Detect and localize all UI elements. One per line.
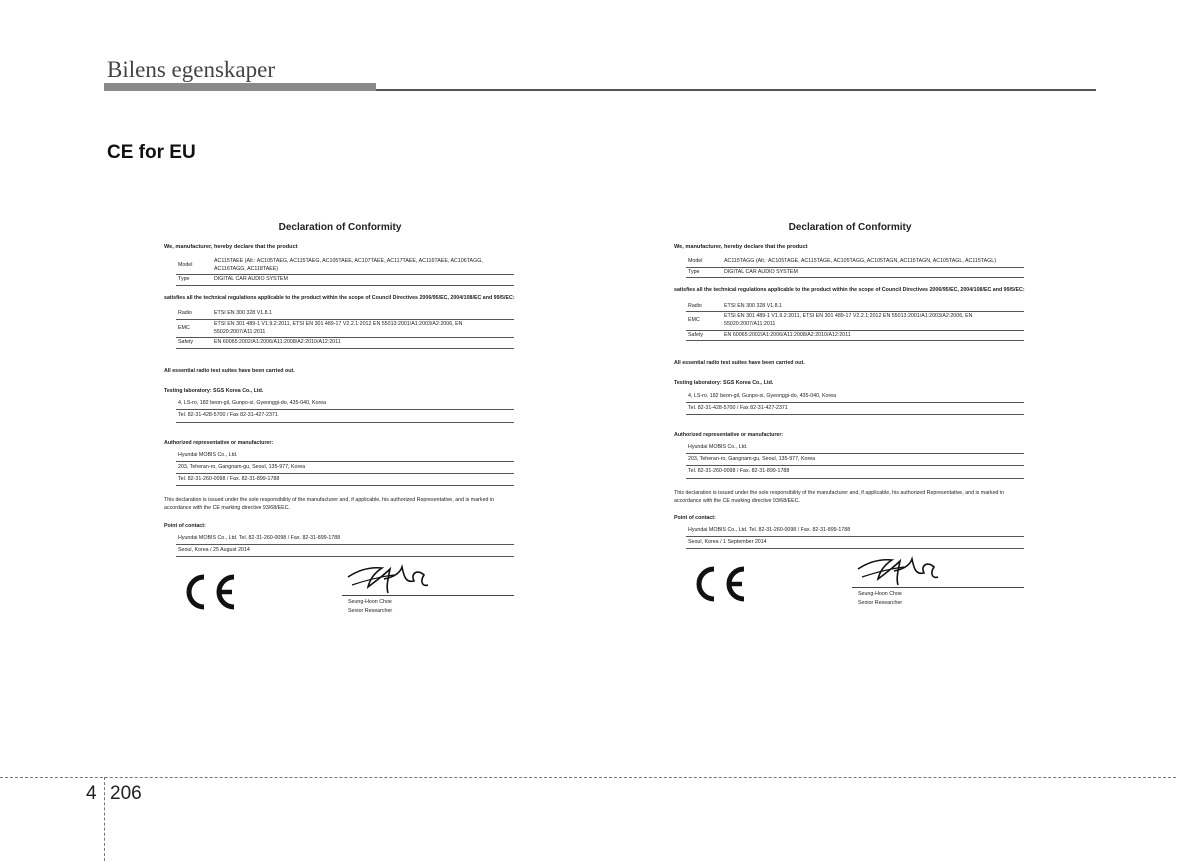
doc-responsibility: This declaration is issued under the sole responsibility of the manufacturer and, if applicable, his authorized Representative, and is marked in accordance with the CE marking directive 93/68/EEC.: [674, 489, 1005, 504]
table-key: EMC: [178, 324, 190, 331]
lab-lines: [686, 391, 1024, 415]
list-item: 4, LS-ro, 182 beon-gil, Gunpo-si, Gyeonggi-do, 435-040, Korea: [686, 391, 1024, 403]
table-row: [176, 338, 514, 349]
product-table: [176, 257, 514, 286]
list-item: 203, Teheran-ro, Gangnam-gu, Seoul, 135-977, Korea: [176, 462, 514, 474]
table-value: ETSI EN 300 328 V1.8.1: [214, 310, 273, 317]
ce-mark-icon: [176, 571, 240, 613]
table-row: [176, 319, 514, 337]
doc-tests: All essential radio test suites have been carried out.: [674, 360, 805, 367]
table-key: EMC: [688, 317, 700, 324]
doc-intro: We, manufacturer, hereby declare that the product: [674, 244, 808, 250]
table-key: Safety: [178, 339, 194, 346]
table-key: Radio: [688, 302, 702, 309]
doc-satisfies: satisfies all the technical regulations applicable to the product within the scope of Council Directives 2006/95/EC, 2004/108/EC and 99/5/EC:: [164, 295, 515, 302]
rep-lines: [686, 442, 1024, 478]
signature-icon: [344, 559, 434, 597]
signer-title: Senior Researcher: [348, 608, 393, 615]
table-value: EN 60065:2002/A1:2006/A11:2008/A2:2010/A12:2011: [724, 331, 851, 338]
signature-area: [164, 563, 516, 633]
header-title: Bilens egenskaper: [107, 57, 275, 82]
lab-lines: [176, 398, 514, 422]
header-bar-thin: [376, 89, 1096, 91]
standards-table: [176, 309, 514, 349]
header-bar-thick: [104, 83, 376, 91]
list-item: 4, LS-ro, 182 beon-gil, Gunpo-si, Gyeonggi-do, 435-040, Korea: [176, 398, 514, 410]
table-key: Model: [178, 261, 193, 268]
table-value: ETSI EN 301 489-1 V1.9.2:2011, ETSI EN 301 489-17 V2.2.1:2012 EN 55013:2001/A1:2003/A2:2006, EN 55020:2007/A11:2011: [724, 313, 973, 327]
signature-line: [852, 587, 1024, 588]
table-row: [176, 309, 514, 319]
signature-icon: [854, 551, 944, 589]
table-row: [176, 257, 514, 275]
contact-heading: Point of contact:: [674, 514, 716, 521]
signature-line: [342, 595, 514, 596]
ce-mark-icon: [686, 563, 750, 605]
table-value: EN 60065:2002/A1:2006/A11:2008/A2:2010/A12:2011: [214, 339, 341, 346]
list-item: Hyundai MOBIS Co., Ltd. Tel. 82-31-260-0098 / Fax. 82-31-899-1788: [176, 533, 514, 545]
table-value: ETSI EN 301 489-1 V1.9.2:2011, ETSI EN 301 489-17 V2.2.1:2012 EN 55013:2001/A1:2003/A2:2006, EN 55020:2007/A11:2011: [214, 320, 463, 335]
table-key: Safety: [688, 331, 704, 338]
page-number: 206: [110, 783, 142, 804]
list-item: Seoul, Korea / 1 September 2014: [686, 537, 1024, 549]
signer-title: Senior Researcher: [858, 600, 903, 607]
table-row: [176, 275, 514, 286]
table-value: DIGITAL CAR AUDIO SYSTEM: [724, 268, 798, 275]
table-value: AC115TAGG (Alt.: AC105TAGE, AC115TAGE, AC105TAGG, AC105TAGN, AC115TAGN, AC105TAGL, AC115TAGL): [724, 258, 997, 264]
list-item: Tel. 82-31-428-5700 / Fax 82-31-427-2371: [686, 403, 1024, 415]
list-item: Tel. 82-31-260-0098 / Fax. 82-31-899-1788: [176, 474, 514, 486]
table-value: ETSI EN 300 328 V1.8.1: [724, 302, 783, 309]
list-item: Hyundai MOBIS Co., Ltd.: [686, 442, 1024, 454]
list-item: Tel. 82-31-428-5700 / Fax 82-31-427-2371: [176, 410, 514, 422]
footer-vertical-divider: [104, 777, 105, 861]
table-key: Model: [688, 258, 703, 264]
section-title: CE for EU: [107, 142, 196, 163]
doc-satisfies: satisfies all the technical regulations applicable to the product within the scope of Council Directives 2006/95/EC, 2004/108/EC and 99/5/EC:: [674, 287, 1025, 294]
chapter-number: 4: [86, 783, 97, 804]
table-key: Radio: [178, 310, 192, 317]
signer-name: Seung-Hoon Choe: [858, 591, 902, 598]
list-item: Hyundai MOBIS Co., Ltd.: [176, 450, 514, 462]
list-item: Hyundai MOBIS Co., Ltd. Tel. 82-31-260-0098 / Fax. 82-31-899-1788: [686, 525, 1024, 537]
doc-tests: All essential radio test suites have been carried out.: [164, 367, 295, 374]
signature-area: [674, 555, 1026, 625]
table-key: Type: [178, 276, 190, 283]
table-value: AC115TAEE (Alt.: AC105TAEG, AC115TAEG, AC105TAEE, AC107TAEE, AC117TAEE, AC116TAEE, AC106TAGG, AC116TAGG, AC118TAEE): [214, 258, 483, 272]
contact-heading: Point of contact:: [164, 522, 206, 529]
doc-title: Declaration of Conformity: [788, 222, 912, 233]
table-row: [686, 330, 1024, 341]
table-value: DIGITAL CAR AUDIO SYSTEM: [214, 276, 288, 283]
signer-name: Seung-Hoon Choe: [348, 599, 392, 606]
lab-heading: Testing laboratory: SGS Korea Co., Ltd.: [674, 380, 774, 387]
product-table: [686, 257, 1024, 278]
declaration-document-left: [164, 216, 516, 676]
table-row: [686, 267, 1024, 278]
footer-divider: [0, 777, 1176, 778]
rep-heading: Authorized representative or manufacturer:: [164, 439, 274, 446]
contact-lines: [176, 533, 514, 557]
table-row: [686, 302, 1024, 312]
declaration-document-right: [674, 216, 1026, 676]
table-key: Type: [688, 268, 700, 275]
doc-responsibility: This declaration is issued under the sole responsibility of the manufacturer and, if applicable, his authorized Representative, and is marked in accordance with the CE marking directive 93/68/EEC.: [164, 497, 495, 512]
list-item: Seoul, Korea / 25 August 2014: [176, 545, 514, 557]
doc-title: Declaration of Conformity: [278, 222, 402, 233]
lab-heading: Testing laboratory: SGS Korea Co., Ltd.: [164, 388, 264, 395]
rep-lines: [176, 450, 514, 486]
contact-lines: [686, 525, 1024, 549]
list-item: Tel. 82-31-260-0098 / Fax. 82-31-899-1788: [686, 466, 1024, 478]
table-row: [686, 312, 1024, 330]
rep-heading: Authorized representative or manufacturer:: [674, 431, 784, 438]
list-item: 203, Teheran-ro, Gangnam-gu, Seoul, 135-977, Korea: [686, 454, 1024, 466]
doc-intro: We, manufacturer, hereby declare that the product: [164, 244, 298, 250]
standards-table: [686, 302, 1024, 342]
table-row: [686, 257, 1024, 267]
